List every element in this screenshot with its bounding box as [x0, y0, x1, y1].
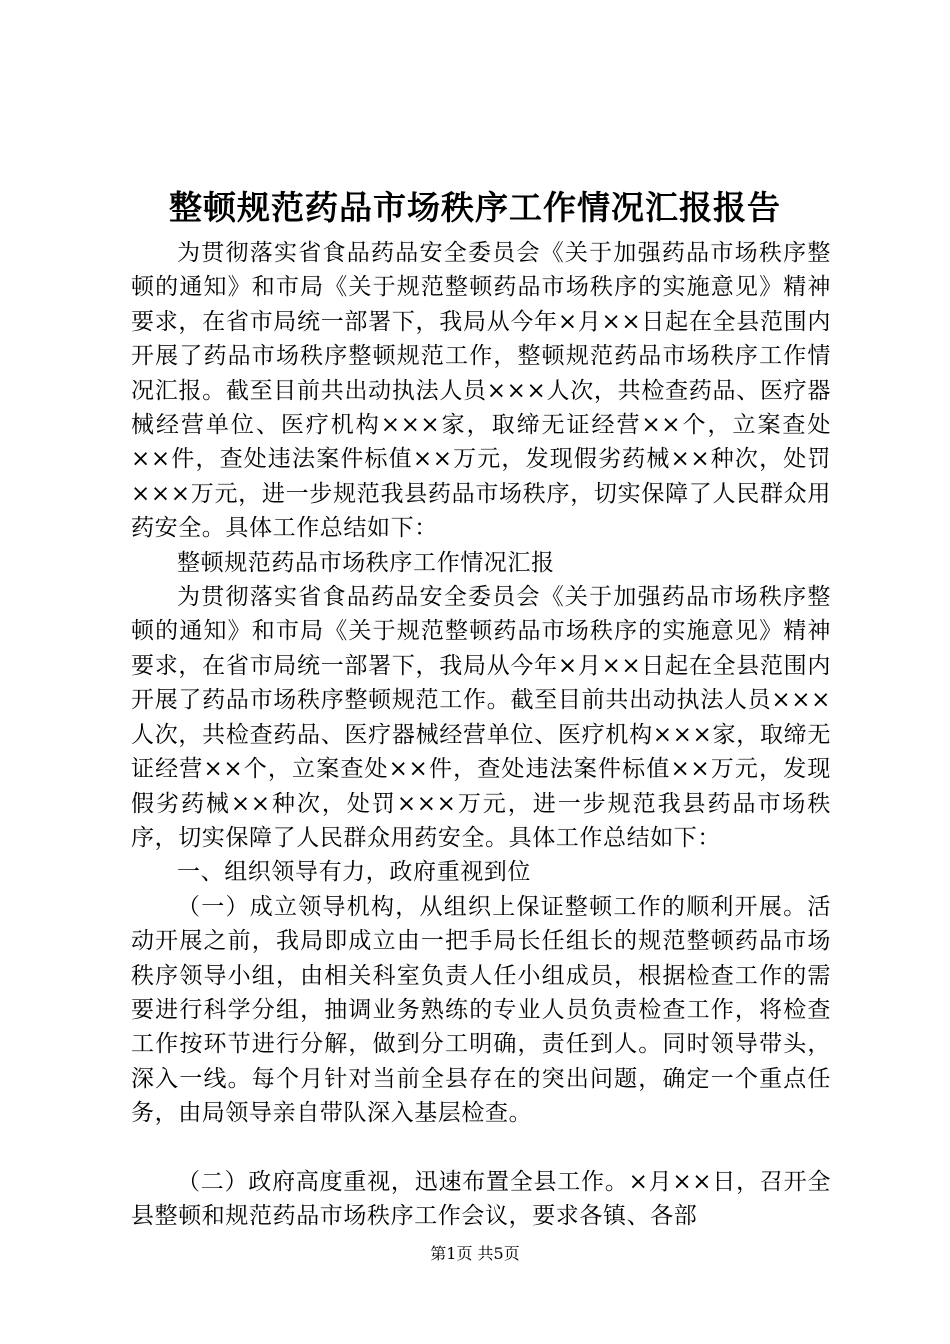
paragraph-subtitle: 整顿规范药品市场秩序工作情况汇报: [177, 549, 555, 576]
document-body: [131, 236, 831, 1233]
paragraph-section-1-2: （二）政府高度重视，迅速布置全县工作。×月××日，召开全县整顿和规范药品市场秩序工作会议，要求各镇、各部: [131, 1168, 831, 1229]
paragraph-intro: 为贯彻落实省食品药品安全委员会《关于加强药品市场秩序整顿的通知》和市局《关于规范整顿药品市场秩序的实施意见》精神要求，在省市局统一部署下，我局从今年×月××日起在全县范围内开展了药品市场秩序整顿规范工作，整顿规范药品市场秩序工作情况汇报。截至目前共出动执法人员×××人次，共检查药品、医疗器械经营单位、医疗机构×××家，取缔无证经营××个，立案查处××件，查处违法案件标值××万元，发现假劣药械××种次，处罚×××万元，进一步规范我县药品市场秩序，切实保障了人民群众用药安全。具体工作总结如下：: [131, 240, 831, 542]
section-heading-1: 一、组织领导有力，政府重视到位: [177, 859, 531, 886]
document-title: 整顿规范药品市场秩序工作情况汇报报告: [169, 188, 781, 227]
paragraph-section-1-1: （一）成立领导机构，从组织上保证整顿工作的顺利开展。活动开展之前，我局即成立由一把手局长任组长的规范整顿药品市场秩序领导小组，由相关科室负责人任小组成员，根据检查工作的需要进行科学分组，抽调业务熟练的专业人员负责检查工作，将检查工作按环节进行分解，做到分工明确，责任到人。同时领导带头，深入一线。每个月针对当前全县存在的突出问题，确定一个重点任务，由局领导亲自带队深入基层检查。: [131, 893, 831, 1127]
page-footer: 第1页 共5页: [430, 1244, 520, 1263]
paragraph-intro-repeat: 为贯彻落实省食品药品安全委员会《关于加强药品市场秩序整顿的通知》和市局《关于规范整顿药品市场秩序的实施意见》精神要求，在省市局统一部署下，我局从今年×月××日起在全县范围内开展了药品市场秩序整顿规范工作。截至目前共出动执法人员×××人次，共检查药品、医疗器械经营单位、医疗机构×××家，取缔无证经营××个，立案查处××件，查处违法案件标值××万元，发现假劣药械××种次，处罚×××万元，进一步规范我县药品市场秩序，切实保障了人民群众用药安全。具体工作总结如下：: [131, 584, 831, 851]
paragraph-gap: [131, 1131, 831, 1165]
